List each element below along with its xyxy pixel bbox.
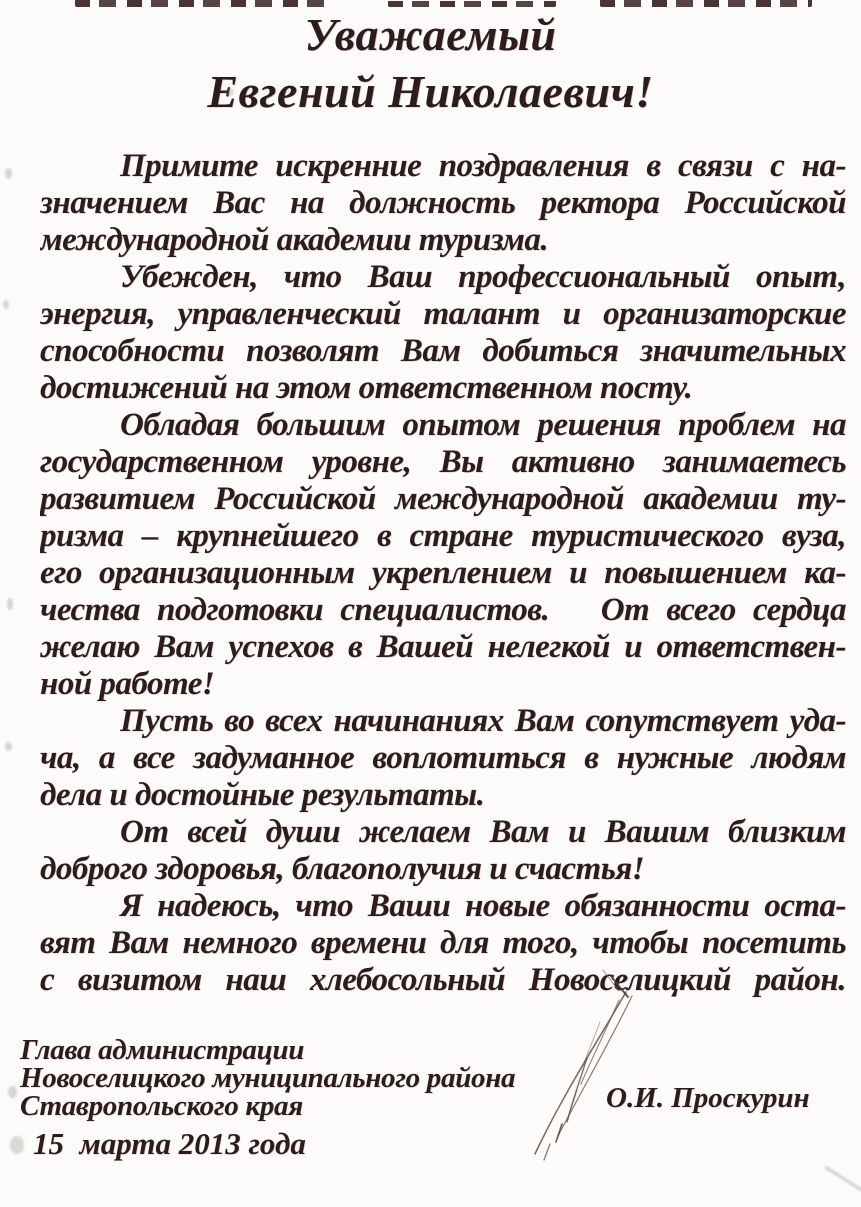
body-line: его организационным укреплением и повышением ка-: [40, 555, 846, 591]
body-line: Я надеюсь, что Ваши новые обязанности оста-: [120, 888, 846, 924]
sender-region: Ставропольского края: [20, 1090, 303, 1122]
sender-block: [20, 1036, 620, 1120]
paragraph: [40, 814, 846, 888]
paragraph: [40, 888, 846, 999]
body-line: с визитом наш хлебосольный Новоселицкий район.: [40, 962, 846, 998]
body-line: способности позволят Вам добиться значительных: [40, 333, 846, 369]
body-line: энергия, управленческий талант и организаторские: [40, 296, 846, 332]
letter-date: 15 марта 2013 года: [33, 1126, 306, 1161]
body-line: Примите искренние поздравления в связи с на-: [120, 148, 846, 184]
scan-speck: [7, 598, 13, 610]
sender-title: Глава администрации: [20, 1034, 305, 1066]
letter-salutation: [0, 6, 861, 120]
paragraph: [40, 148, 846, 259]
scan-speck: [226, 88, 234, 96]
body-line: Пусть во всех начинаниях Вам сопутствует уда-: [120, 703, 846, 739]
scan-speck: [10, 1136, 24, 1154]
body-line: доброго здоровья, благополучия и счастья!: [40, 851, 645, 887]
signer-name: О.И. Проскурин: [606, 1082, 810, 1114]
body-line: Убежден, что Ваш профессиональный опыт,: [120, 259, 846, 295]
body-line: От всей души желаем Вам и Вашим близким: [120, 814, 846, 850]
body-line: ризма – крупнейшего в стране туристического вуза,: [40, 518, 846, 554]
body-line: ча, а все задуманное воплотиться в нужные людям: [40, 740, 846, 776]
body-line: Обладая большим опытом решения проблем на: [120, 407, 846, 443]
salutation-line: Уважаемый: [304, 9, 557, 60]
scan-speck: [5, 168, 12, 179]
letter-body: [40, 148, 846, 999]
body-line: чества подготовки специалистов. От всего сердца: [40, 592, 846, 628]
paragraph: [40, 259, 846, 407]
scan-streak: [825, 1166, 861, 1193]
sender-district: Новоселицкого муниципального района: [20, 1062, 516, 1094]
body-line: международной академии туризма.: [40, 222, 549, 258]
body-line: значением Вас на должность ректора Российской: [40, 185, 846, 221]
scan-speck: [5, 742, 12, 751]
body-line: дела и достойные результаты.: [40, 777, 485, 813]
paragraph: [40, 703, 846, 814]
paragraph: [40, 407, 846, 703]
body-line: достижений на этом ответственном посту.: [40, 370, 693, 406]
scan-speck: [3, 300, 9, 309]
body-line: ной работе!: [40, 666, 215, 702]
salutation-name: Евгений Николаевич!: [207, 66, 654, 117]
body-line: вят Вам немного времени для того, чтобы посетить: [40, 925, 846, 961]
body-line: развитием Российской международной академии ту-: [40, 481, 846, 517]
body-line: желаю Вам успехов в Вашей нелегкой и ответствен-: [40, 629, 846, 665]
scan-speck: [8, 1086, 17, 1098]
body-line: государственном уровне, Вы активно занимаетесь: [40, 444, 846, 480]
